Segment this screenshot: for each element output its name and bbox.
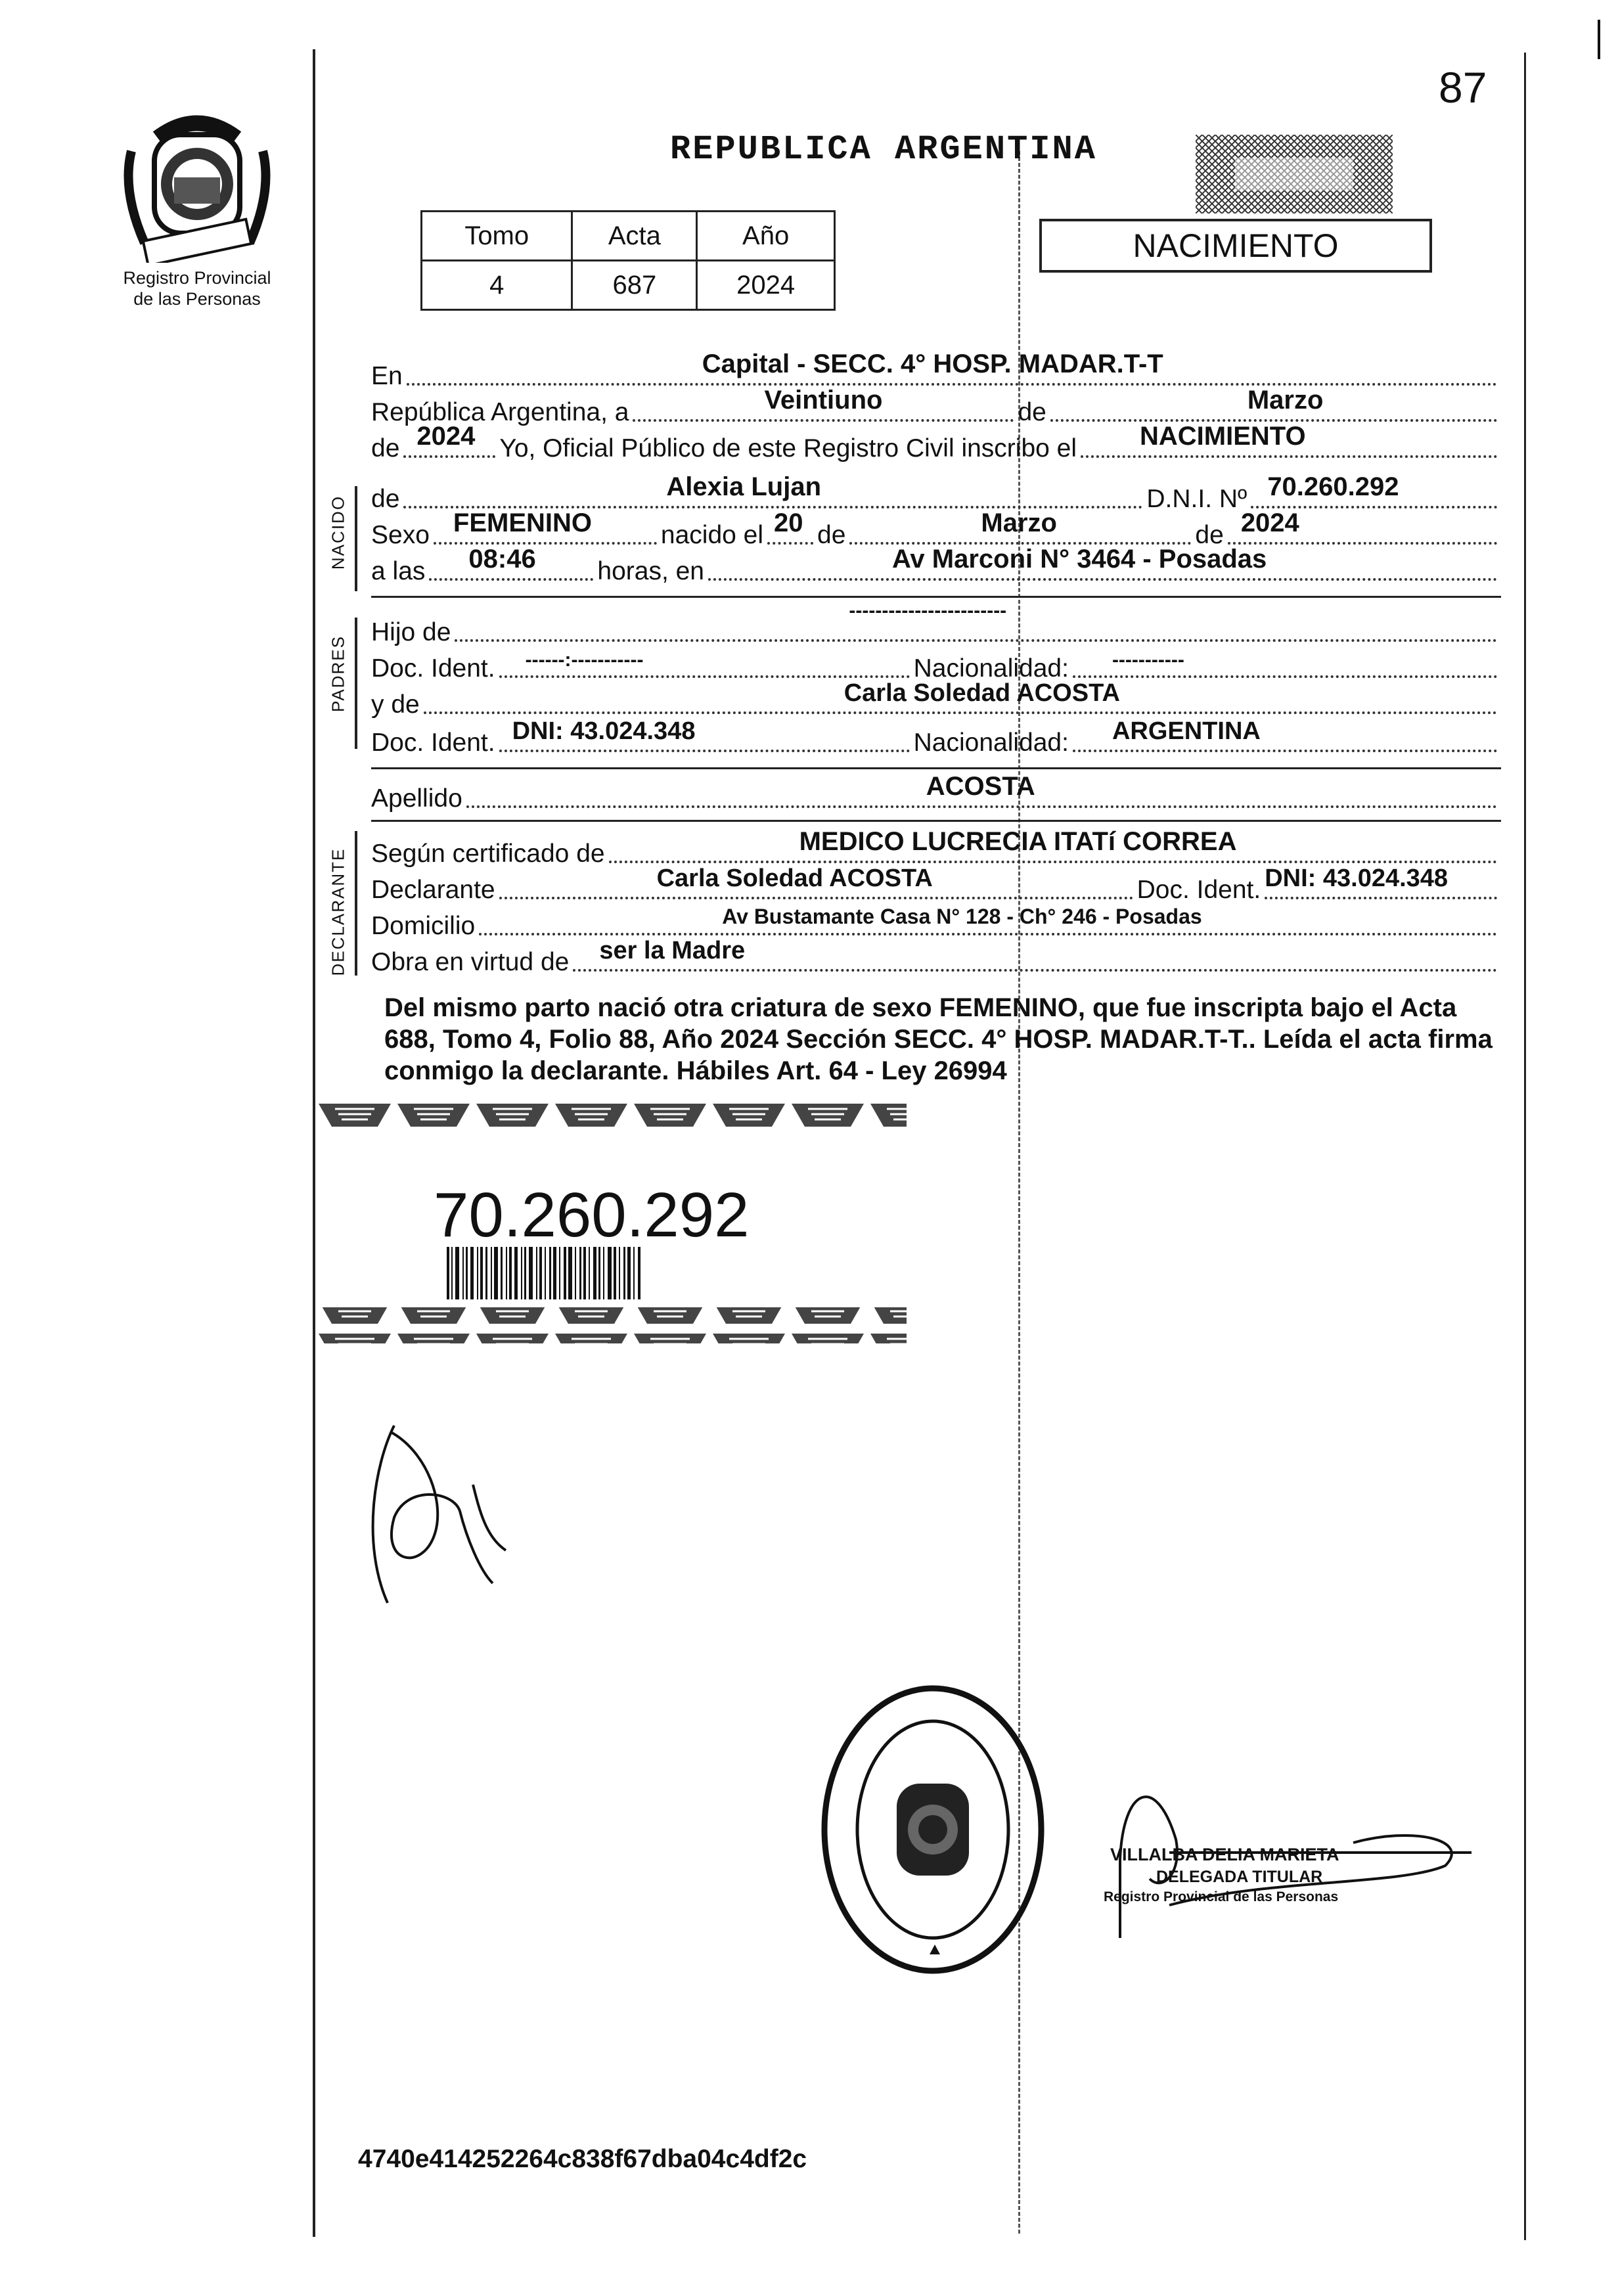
divider bbox=[371, 820, 1501, 822]
barcode-bar bbox=[568, 1247, 572, 1299]
row-padre-doc bbox=[371, 650, 1501, 683]
row-hora bbox=[371, 545, 1501, 586]
table-header: Tomo bbox=[422, 212, 572, 261]
value-mes: Marzo bbox=[1247, 386, 1324, 415]
barcode-bar bbox=[494, 1247, 498, 1299]
value-domicilio: Av Bustamante Casa N° 128 - Ch° 246 - Posadas bbox=[722, 905, 1202, 928]
official-role: DELEGADA TITULAR bbox=[1156, 1868, 1323, 1886]
label-nacido-el: nacido el bbox=[660, 521, 764, 549]
table-header: Año bbox=[697, 212, 835, 261]
barcode-bar bbox=[521, 1247, 522, 1299]
label-de-anio: de bbox=[1195, 521, 1224, 549]
value-lugar: Capital - SECC. 4° HOSP. MADAR.T-T bbox=[702, 349, 1163, 378]
label-doc-ident: Doc. Ident. bbox=[371, 654, 495, 683]
row-apellido bbox=[371, 772, 1501, 813]
row-fecha bbox=[371, 386, 1501, 427]
barcode-bar bbox=[501, 1247, 503, 1299]
barcode-bar bbox=[638, 1247, 640, 1299]
barcode-bar bbox=[608, 1247, 612, 1299]
label-republica: República Argentina, a bbox=[371, 398, 629, 426]
barcode-bar bbox=[633, 1247, 635, 1299]
label-dni: D.N.I. Nº bbox=[1146, 485, 1247, 513]
barcode-bar bbox=[598, 1247, 600, 1299]
value-dia-nac: 20 bbox=[774, 508, 803, 537]
side-bar-nacido bbox=[355, 486, 357, 591]
value-padre-doc: ------:----------- bbox=[525, 649, 644, 671]
barcode-bar bbox=[455, 1247, 459, 1299]
row-declarante bbox=[371, 865, 1501, 905]
label-doc-ident3: Doc. Ident. bbox=[1136, 876, 1261, 904]
province-logo bbox=[118, 112, 276, 263]
value-obra: ser la Madre bbox=[599, 937, 746, 964]
label-de2: de bbox=[371, 434, 400, 462]
value-padre-nac: ----------- bbox=[1112, 649, 1184, 671]
barcode-bar bbox=[539, 1247, 542, 1299]
reference-table bbox=[420, 210, 836, 311]
label-nacionalidad: Nacionalidad: bbox=[913, 654, 1069, 683]
barcode-bar bbox=[564, 1247, 566, 1299]
row-domicilio bbox=[371, 905, 1501, 941]
barcode-bar bbox=[589, 1247, 590, 1299]
value-hora: 08:46 bbox=[468, 545, 536, 574]
right-margin-line bbox=[1524, 53, 1526, 2240]
row-en bbox=[371, 349, 1501, 391]
label-de: de bbox=[1018, 398, 1046, 426]
row-obra bbox=[371, 937, 1501, 977]
edge-mark bbox=[1598, 20, 1600, 59]
barcode-bar bbox=[593, 1247, 596, 1299]
label-en: En bbox=[371, 362, 403, 390]
value-certificado: MEDICO LUCRECIA ITATí CORREA bbox=[799, 827, 1237, 856]
note-paragraph: Del mismo parto nació otra criatura de sexo FEMENINO, que fue inscripta bajo el Acta 688, Tomo 4, Folio 88, Año 2024 Sección SECC. 4° HOSP. MADAR.T-T.. Leída el acta firma conmigo la declarante. Hábiles Art. 64 - Ley 26994 bbox=[384, 993, 1493, 1085]
official-stamp bbox=[815, 1678, 1051, 1981]
value-apellido: ACOSTA bbox=[926, 772, 1035, 801]
label-y-de: y de bbox=[371, 690, 420, 719]
side-label-declarante: DECLARANTE bbox=[328, 847, 348, 976]
side-bar-declarante bbox=[355, 831, 357, 976]
barcode-bar bbox=[536, 1247, 537, 1299]
row-anio bbox=[371, 422, 1501, 463]
value-declarante-doc: DNI: 43.024.348 bbox=[1265, 865, 1449, 892]
barcode-bar bbox=[529, 1247, 533, 1299]
label-de-mes: de bbox=[817, 521, 846, 549]
divider bbox=[371, 767, 1501, 769]
label-apellido: Apellido bbox=[371, 784, 462, 813]
barcode-bar bbox=[477, 1247, 478, 1299]
label-a-las: a las bbox=[371, 557, 426, 585]
divider bbox=[371, 596, 1501, 598]
barcode-bar bbox=[583, 1247, 586, 1299]
value-acto: NACIMIENTO bbox=[1140, 422, 1306, 451]
barcode-bar bbox=[524, 1247, 526, 1299]
row-certificado bbox=[371, 827, 1501, 868]
barcode-bar bbox=[447, 1247, 449, 1299]
declarant-signature bbox=[355, 1412, 512, 1609]
label-yo: Yo, Oficial Público de este Registro Civil inscribo el bbox=[499, 434, 1077, 462]
value-dia: Veintiuno bbox=[764, 386, 883, 415]
barcode-bar bbox=[627, 1247, 631, 1299]
security-seal-icon bbox=[1196, 135, 1393, 214]
official-name: VILLALBA DELIA MARIETA bbox=[1110, 1845, 1339, 1864]
table-header: Acta bbox=[572, 212, 697, 261]
value-madre-nac: ARGENTINA bbox=[1112, 717, 1261, 745]
page-number: 87 bbox=[1439, 63, 1487, 112]
value-madre-doc: DNI: 43.024.348 bbox=[512, 717, 696, 745]
label-horas-en: horas, en bbox=[597, 557, 704, 585]
value-anio-nac: 2024 bbox=[1240, 508, 1299, 537]
label-nacionalidad2: Nacionalidad: bbox=[913, 729, 1069, 757]
page-title: REPUBLICA ARGENTINA bbox=[670, 130, 1097, 169]
barcode-bar bbox=[619, 1247, 620, 1299]
value-nombre: Alexia Lujan bbox=[666, 472, 822, 501]
barcode-bar bbox=[549, 1247, 551, 1299]
row-madre-doc bbox=[371, 717, 1501, 757]
table-cell: 687 bbox=[572, 261, 697, 310]
barcode-bar bbox=[623, 1247, 625, 1299]
label-hijo-de: Hijo de bbox=[371, 618, 451, 646]
barcode-bar bbox=[553, 1247, 556, 1299]
barcode-bar bbox=[575, 1247, 576, 1299]
barcode-bar bbox=[614, 1247, 616, 1299]
barcode-bar bbox=[466, 1247, 468, 1299]
label-de-nombre: de bbox=[371, 485, 400, 513]
barcode-bar bbox=[462, 1247, 464, 1299]
logo-caption-2: de las Personas bbox=[133, 289, 261, 309]
logo-caption-1: Registro Provincial bbox=[123, 268, 271, 288]
barcode-bar bbox=[509, 1247, 512, 1299]
barcode-bar bbox=[603, 1247, 604, 1299]
value-dni: 70.260.292 bbox=[1267, 472, 1399, 501]
value-declarante: Carla Soledad ACOSTA bbox=[656, 865, 933, 892]
barcode-bar bbox=[491, 1247, 492, 1299]
label-domicilio: Domicilio bbox=[371, 912, 476, 940]
barcode-bar bbox=[514, 1247, 518, 1299]
value-mes-nac: Marzo bbox=[981, 508, 1057, 537]
table-cell: 4 bbox=[422, 261, 572, 310]
side-label-nacido: NACIDO bbox=[328, 495, 348, 570]
barcode-bar bbox=[470, 1247, 474, 1299]
document-type-box: NACIMIENTO bbox=[1039, 219, 1432, 273]
barcode-bar bbox=[451, 1247, 453, 1299]
label-declarante: Declarante bbox=[371, 876, 495, 904]
barcode-bar bbox=[480, 1247, 483, 1299]
barcode-bar bbox=[485, 1247, 487, 1299]
label-obra: Obra en virtud de bbox=[371, 948, 570, 976]
value-padre: ------------------------ bbox=[849, 600, 1007, 621]
row-madre bbox=[371, 679, 1501, 719]
row-padre bbox=[371, 600, 1501, 647]
label-doc-ident2: Doc. Ident. bbox=[371, 729, 495, 757]
value-madre: Carla Soledad ACOSTA bbox=[843, 679, 1120, 707]
sticker-number: 70.260.292 bbox=[434, 1180, 750, 1250]
value-lugar-nac: Av Marconi N° 3464 - Posadas bbox=[892, 545, 1267, 574]
table-cell: 2024 bbox=[697, 261, 835, 310]
barcode-bar bbox=[559, 1247, 560, 1299]
side-bar-padres bbox=[355, 618, 357, 749]
label-segun: Según certificado de bbox=[371, 840, 605, 868]
barcode-bar bbox=[506, 1247, 507, 1299]
label-sexo: Sexo bbox=[371, 521, 430, 549]
barcode-bar bbox=[545, 1247, 546, 1299]
value-anio: 2024 bbox=[416, 422, 476, 451]
barcode-bar bbox=[579, 1247, 581, 1299]
value-sexo: FEMENINO bbox=[453, 508, 593, 537]
official-org: Registro Provincial de las Personas bbox=[1104, 1889, 1339, 1904]
document-hash: 4740e414252264c838f67dba04c4df2c bbox=[358, 2145, 807, 2173]
side-label-padres: PADRES bbox=[328, 635, 348, 712]
